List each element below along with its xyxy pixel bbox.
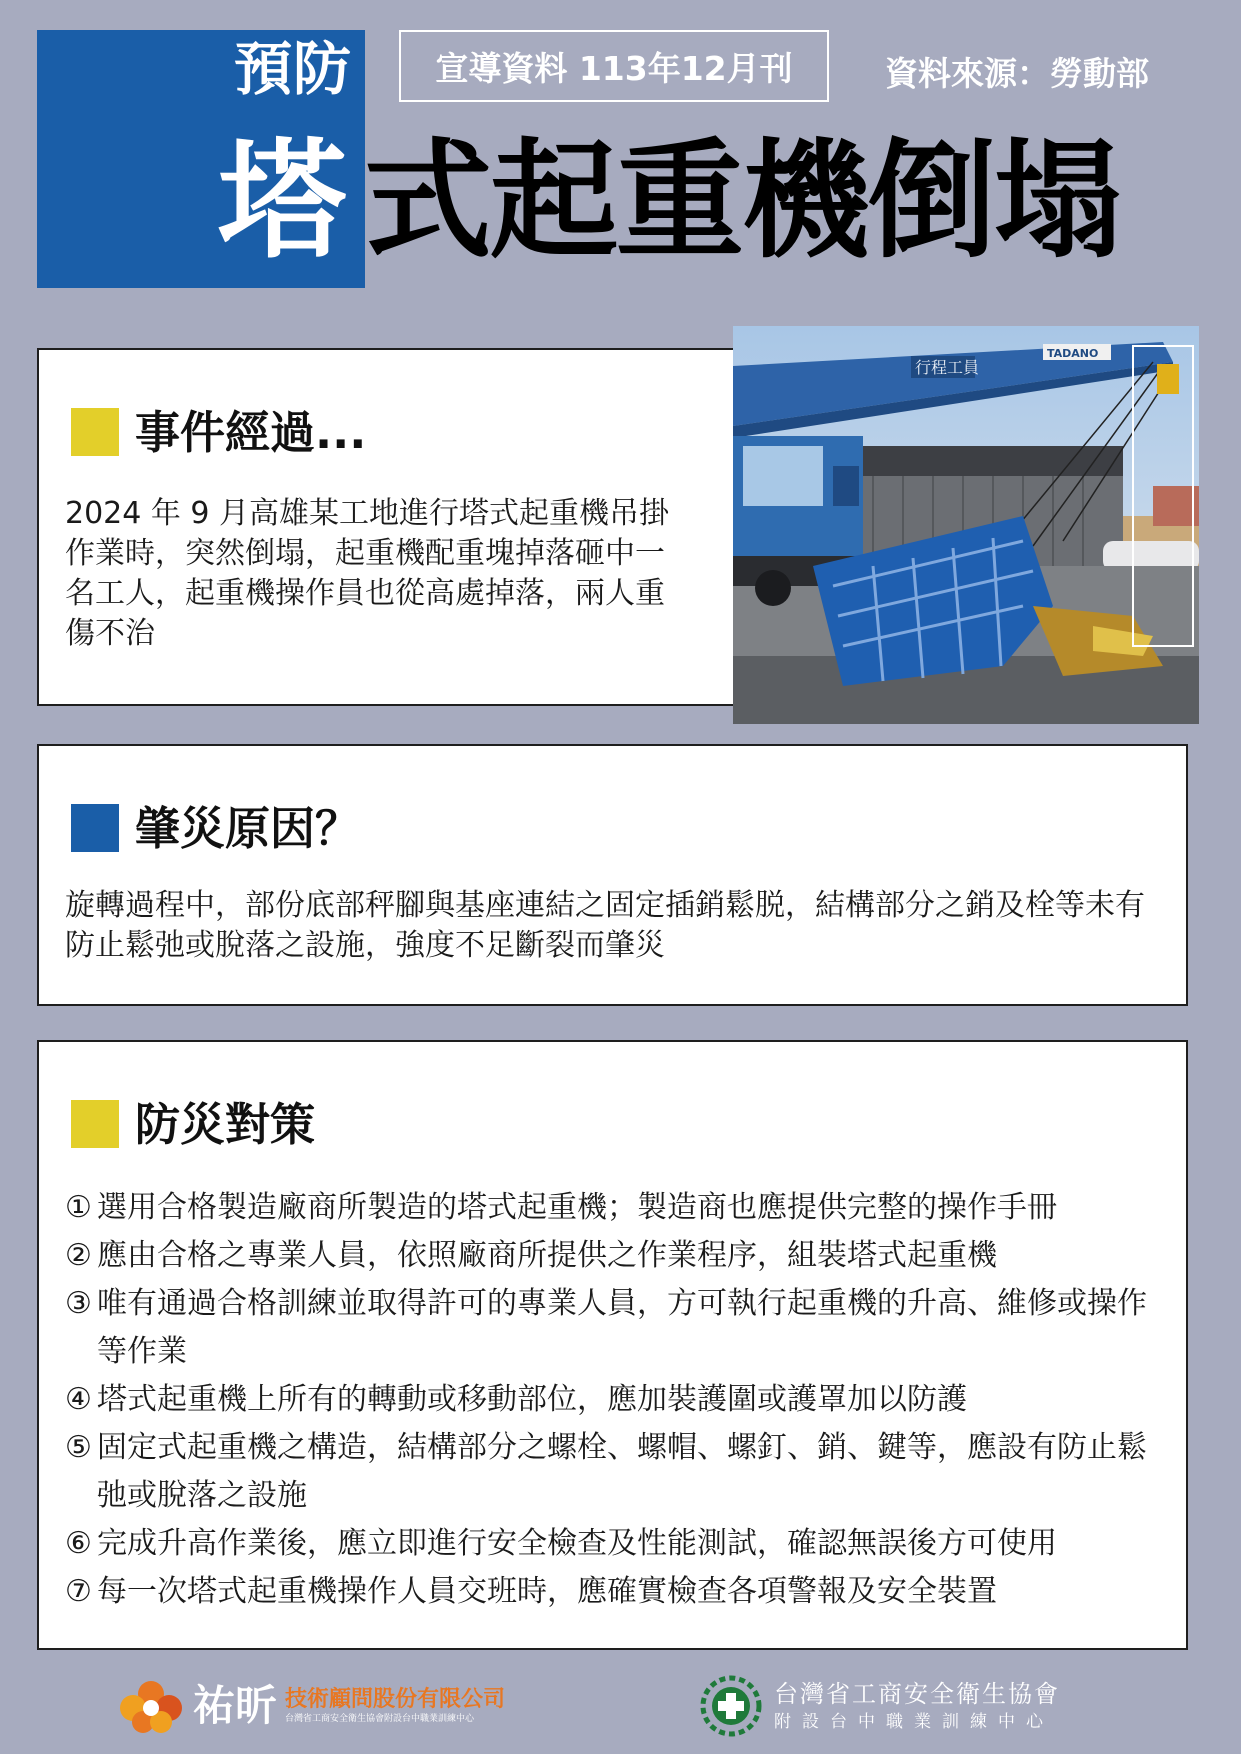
list-item-text: 塔式起重機上所有的轉動或移動部位，應加裝護圍或護罩加以防護 bbox=[97, 1382, 967, 1417]
list-item bbox=[65, 1424, 1161, 1520]
list-item-number: ⑤ bbox=[65, 1430, 92, 1465]
source-label: 資料來源：勞動部 bbox=[885, 54, 1149, 93]
list-item-number: ② bbox=[65, 1238, 92, 1273]
list-item bbox=[65, 1520, 1161, 1568]
incident-heading: 事件經過... bbox=[135, 406, 367, 459]
list-item-text: 每一次塔式起重機操作人員交班時，應確實檢查各項警報及安全裝置 bbox=[97, 1574, 997, 1609]
footer-left-sub: 台灣省工商安全衛生協會附設台中職業訓練中心 bbox=[285, 1713, 475, 1724]
cause-heading: 肇災原因？ bbox=[135, 802, 361, 855]
list-item-number: ③ bbox=[65, 1286, 92, 1321]
footer-right-logo bbox=[700, 1675, 1060, 1737]
cause-text: 旋轉過程中，部份底部秤腳與基座連結之固定插銷鬆脱，結構部分之銷及栓等未有防止鬆弛或脫落之設施，強度不足斷裂而肇災 bbox=[65, 888, 1145, 963]
list-item-number: ⑥ bbox=[65, 1526, 92, 1561]
title-first-char: 塔 bbox=[218, 127, 347, 276]
list-item-number: ⑦ bbox=[65, 1574, 92, 1609]
collapsed-crane-image bbox=[733, 326, 1199, 724]
list-item-number: ④ bbox=[65, 1382, 92, 1417]
title-prevent: 預防 bbox=[234, 35, 353, 103]
list-item bbox=[65, 1568, 1161, 1616]
list-item-text: 選用合格製造廠商所製造的塔式起重機；製造商也應提供完整的操作手冊 bbox=[97, 1190, 1057, 1225]
measures-list bbox=[65, 1184, 1161, 1616]
incident-text: 2024 年 9 月高雄某工地進行塔式起重機吊掛作業時，突然倒塌，起重機配重塊掉落砸中一名工人，起重機操作員也從高處掉落，兩人重傷不治 bbox=[65, 496, 670, 651]
yellow-square-icon bbox=[71, 1100, 119, 1148]
footer-left-company: 技術顧問股份有限公司 bbox=[285, 1687, 506, 1713]
list-item bbox=[65, 1376, 1161, 1424]
list-item-text: 完成升高作業後，應立即進行安全檢查及性能測試，確認無誤後方可使用 bbox=[97, 1526, 1057, 1561]
yellow-square-icon bbox=[71, 408, 119, 456]
footer-left-logo bbox=[115, 1678, 505, 1734]
page-title: 式起重機倒塌 bbox=[364, 127, 1121, 276]
list-item bbox=[65, 1232, 1161, 1280]
incident-panel bbox=[37, 348, 737, 706]
footer-right-sub: 附設台中職業訓練中心 bbox=[774, 1711, 1054, 1732]
list-item-text: 固定式起重機之構造，結構部分之螺栓、螺帽、螺釘、銷、鍵等，應設有防止鬆弛或脫落之設施 bbox=[97, 1430, 1147, 1513]
list-item bbox=[65, 1184, 1161, 1232]
truck-label: 行程工員 bbox=[915, 358, 980, 377]
cause-panel bbox=[37, 744, 1188, 1006]
safety-cross-gear-icon bbox=[700, 1675, 762, 1737]
accident-photo bbox=[733, 326, 1199, 724]
list-item-text: 應由合格之專業人員，依照廠商所提供之作業程序，組裝塔式起重機 bbox=[97, 1238, 997, 1273]
footer-right-org: 台灣省工商安全衛生協會 bbox=[774, 1680, 1060, 1709]
measures-heading: 防災對策 bbox=[135, 1098, 316, 1151]
crane-brand: TADANO bbox=[1047, 347, 1099, 360]
list-item-text: 唯有通過合格訓練並取得許可的專業人員，方可執行起重機的升高、維修或操作等作業 bbox=[97, 1286, 1147, 1369]
measures-panel bbox=[37, 1040, 1188, 1650]
list-item-number: ① bbox=[65, 1190, 92, 1225]
list-item bbox=[65, 1280, 1161, 1376]
footer-left-brand: 祐昕 bbox=[193, 1681, 278, 1730]
flower-logo-icon bbox=[115, 1678, 187, 1734]
blue-square-icon bbox=[71, 804, 119, 852]
issue-label: 宣導資料 113年12月刊 bbox=[399, 30, 829, 102]
